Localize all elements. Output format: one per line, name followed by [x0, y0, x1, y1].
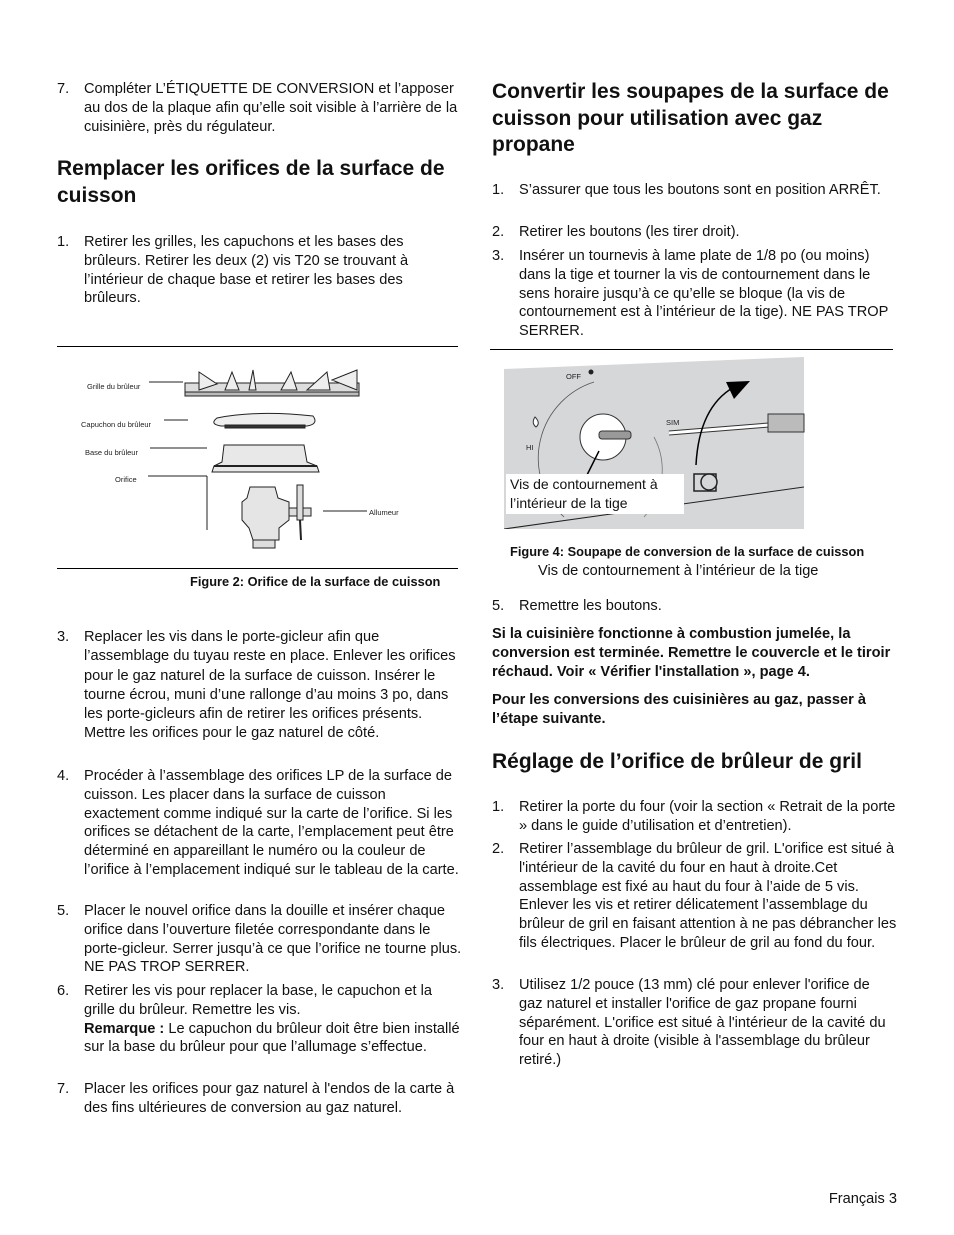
note-label: Remarque : — [84, 1020, 165, 1037]
step-text: Placer le nouvel orifice dans la douille et insérer chaque orifice dans l’ouverture filetée correspondante dans le porte-gicleur. Serrer jusqu’à ce que l’orifice ne tourne plus. NE PAS TROP SERRER. — [84, 903, 462, 976]
step-number: 2. — [492, 841, 505, 857]
step-text — [84, 982, 462, 1057]
step-number: 3. — [492, 977, 505, 993]
figure-4-subcaption: Vis de contournement à l’intérieur de la tige — [538, 563, 819, 579]
label-sim: SIM — [666, 418, 680, 427]
step-number: 3. — [57, 629, 70, 645]
note-text: Le capuchon du brûleur doit être bien installé sur la base du brûleur pour que l’allumage s’effectue. — [84, 1020, 460, 1056]
step-number: 5. — [57, 903, 70, 919]
step-number: 4. — [57, 768, 70, 784]
divider — [57, 568, 458, 569]
label-hi: HI — [526, 443, 534, 452]
figure-2-caption: Figure 2: Orifice de la surface de cuisson — [190, 574, 441, 589]
step-text: Retirer l’assemblage du brûleur de gril. L'orifice est situé à l'intérieur de la cavité du four en haut à droite.Cet assemblage est fixé au haut du four à l’aide de 5 vis. Enlever les vis et retirer délicatement l’assemblage du brûleur de gril en faisant attention à ne pas débrancher les fils électriques. Placer le brûleur de gril au fond du four. — [519, 841, 897, 951]
label-orifice: Orifice — [115, 475, 137, 484]
divider — [490, 349, 893, 350]
label-grate: Grille du brûleur — [87, 382, 141, 391]
step-number: 1. — [492, 182, 505, 198]
step-text: Retirer la porte du four (voir la section « Retrait de la porte » dans le guide d’utilisation et d’entretien). — [519, 799, 896, 834]
step-text: Remettre les boutons. — [519, 598, 662, 614]
burner-exploded-illustration — [57, 350, 458, 565]
step-number: 6. — [57, 983, 70, 999]
divider — [57, 346, 458, 347]
step-number: 7. — [57, 81, 70, 97]
section-heading-broil: Réglage de l’orifice de brûleur de gril — [492, 750, 862, 773]
label-cap: Capuchon du brûleur — [81, 420, 152, 429]
page-footer: Français 3 — [828, 1191, 897, 1207]
step-text: Retirer les grilles, les capuchons et les bases des brûleurs. Retirer les deux (2) vis T20 se trouvant à l’intérieur de chaque base et retirer les bases des brûleurs. — [84, 234, 409, 307]
step-main-text: Retirer les vis pour replacer la base, le capuchon et la grille du brûleur. Remettre les vis. — [84, 983, 432, 1018]
label-off: OFF — [566, 372, 581, 381]
step-number: 7. — [57, 1081, 70, 1097]
step-number: 5. — [492, 598, 505, 614]
step-number: 1. — [492, 799, 505, 815]
step-text: Placer les orifices pour gaz naturel à l'endos de la carte à des fins ultérieures de conversion au gaz naturel. — [84, 1081, 455, 1116]
figure-2-burner-diagram — [57, 350, 458, 565]
step-number: 1. — [57, 234, 70, 250]
step-text: S’assurer que tous les boutons sont en position ARRÊT. — [519, 182, 881, 198]
step-text: Retirer les boutons (les tirer droit). — [519, 224, 740, 240]
step-number: 2. — [492, 224, 505, 240]
label-igniter: Allumeur — [369, 508, 399, 517]
step-number: 3. — [492, 248, 505, 264]
step-text: Procéder à l’assemblage des orifices LP de la surface de cuisson. Les placer dans la surface de cuisson exactement comme indiqué sur la carte de l’orifice. Si les orifices se détachent de la carte, l’emplacement peut être déterminé en appareillant le numéro ou la couleur de l’orifice à l’emplacement indiqué sur le tableau de la carte. — [84, 768, 459, 878]
step-text: Utilisez 1/2 pouce (13 mm) clé pour enlever l'orifice de gaz naturel et installer l'orifice de gaz propane fourni séparément. L'orifice est situé à l'intérieur de la cavité du four en haut à droite (visible à l'assemblage du brûleur retiré.) — [519, 977, 886, 1069]
callout-bypass-screw: Vis de contournement à l’intérieur de la tige — [506, 474, 684, 514]
dual-fuel-note: Si la cuisinière fonctionne à combustion jumelée, la conversion est terminée. Remettre le couvercle et le tiroir réchaud. Voir « Vérifier l'installation », page 4. — [492, 626, 891, 680]
step-text: Insérer un tournevis à lame plate de 1/8 po (ou moins) dans la tige et tourner la vis de contournement dans le sens horaire jusqu’à ce qu’elle se bloque (la vis de contournement est à l’intérieur de la tige). NE PAS TROP SERRER. — [519, 248, 889, 340]
step-text: Compléter L’ÉTIQUETTE DE CONVERSION et l’apposer au dos de la plaque afin qu’elle soit visible à l’arrière de la cuisinière, près du régulateur. — [84, 81, 458, 135]
section-heading-valves: Convertir les soupapes de la surface de cuisson pour utilisation avec gaz propane — [492, 80, 889, 156]
figure-4-caption: Figure 4: Soupape de conversion de la surface de cuisson — [510, 544, 865, 559]
figure-4-valve-illustration — [504, 357, 805, 529]
gas-range-note: Pour les conversions des cuisinières au gaz, passer à l’étape suivante. — [492, 692, 866, 727]
step-text: Replacer les vis dans le porte-gicleur afin que l’assemblage du tuyau reste en place. Enlever les orifices pour le gaz naturel de la surface de cuisson. Insérer le tourne écrou, muni d’une rallonge d’au moins 3 po, dans les porte-gicleurs afin de retirer les orifices présents. Mettre les orifices pour le gaz naturel de côté. — [84, 629, 456, 742]
label-base: Base du brûleur — [85, 448, 138, 457]
section-heading-orifices: Remplacer les orifices de la surface de cuisson — [57, 157, 445, 207]
